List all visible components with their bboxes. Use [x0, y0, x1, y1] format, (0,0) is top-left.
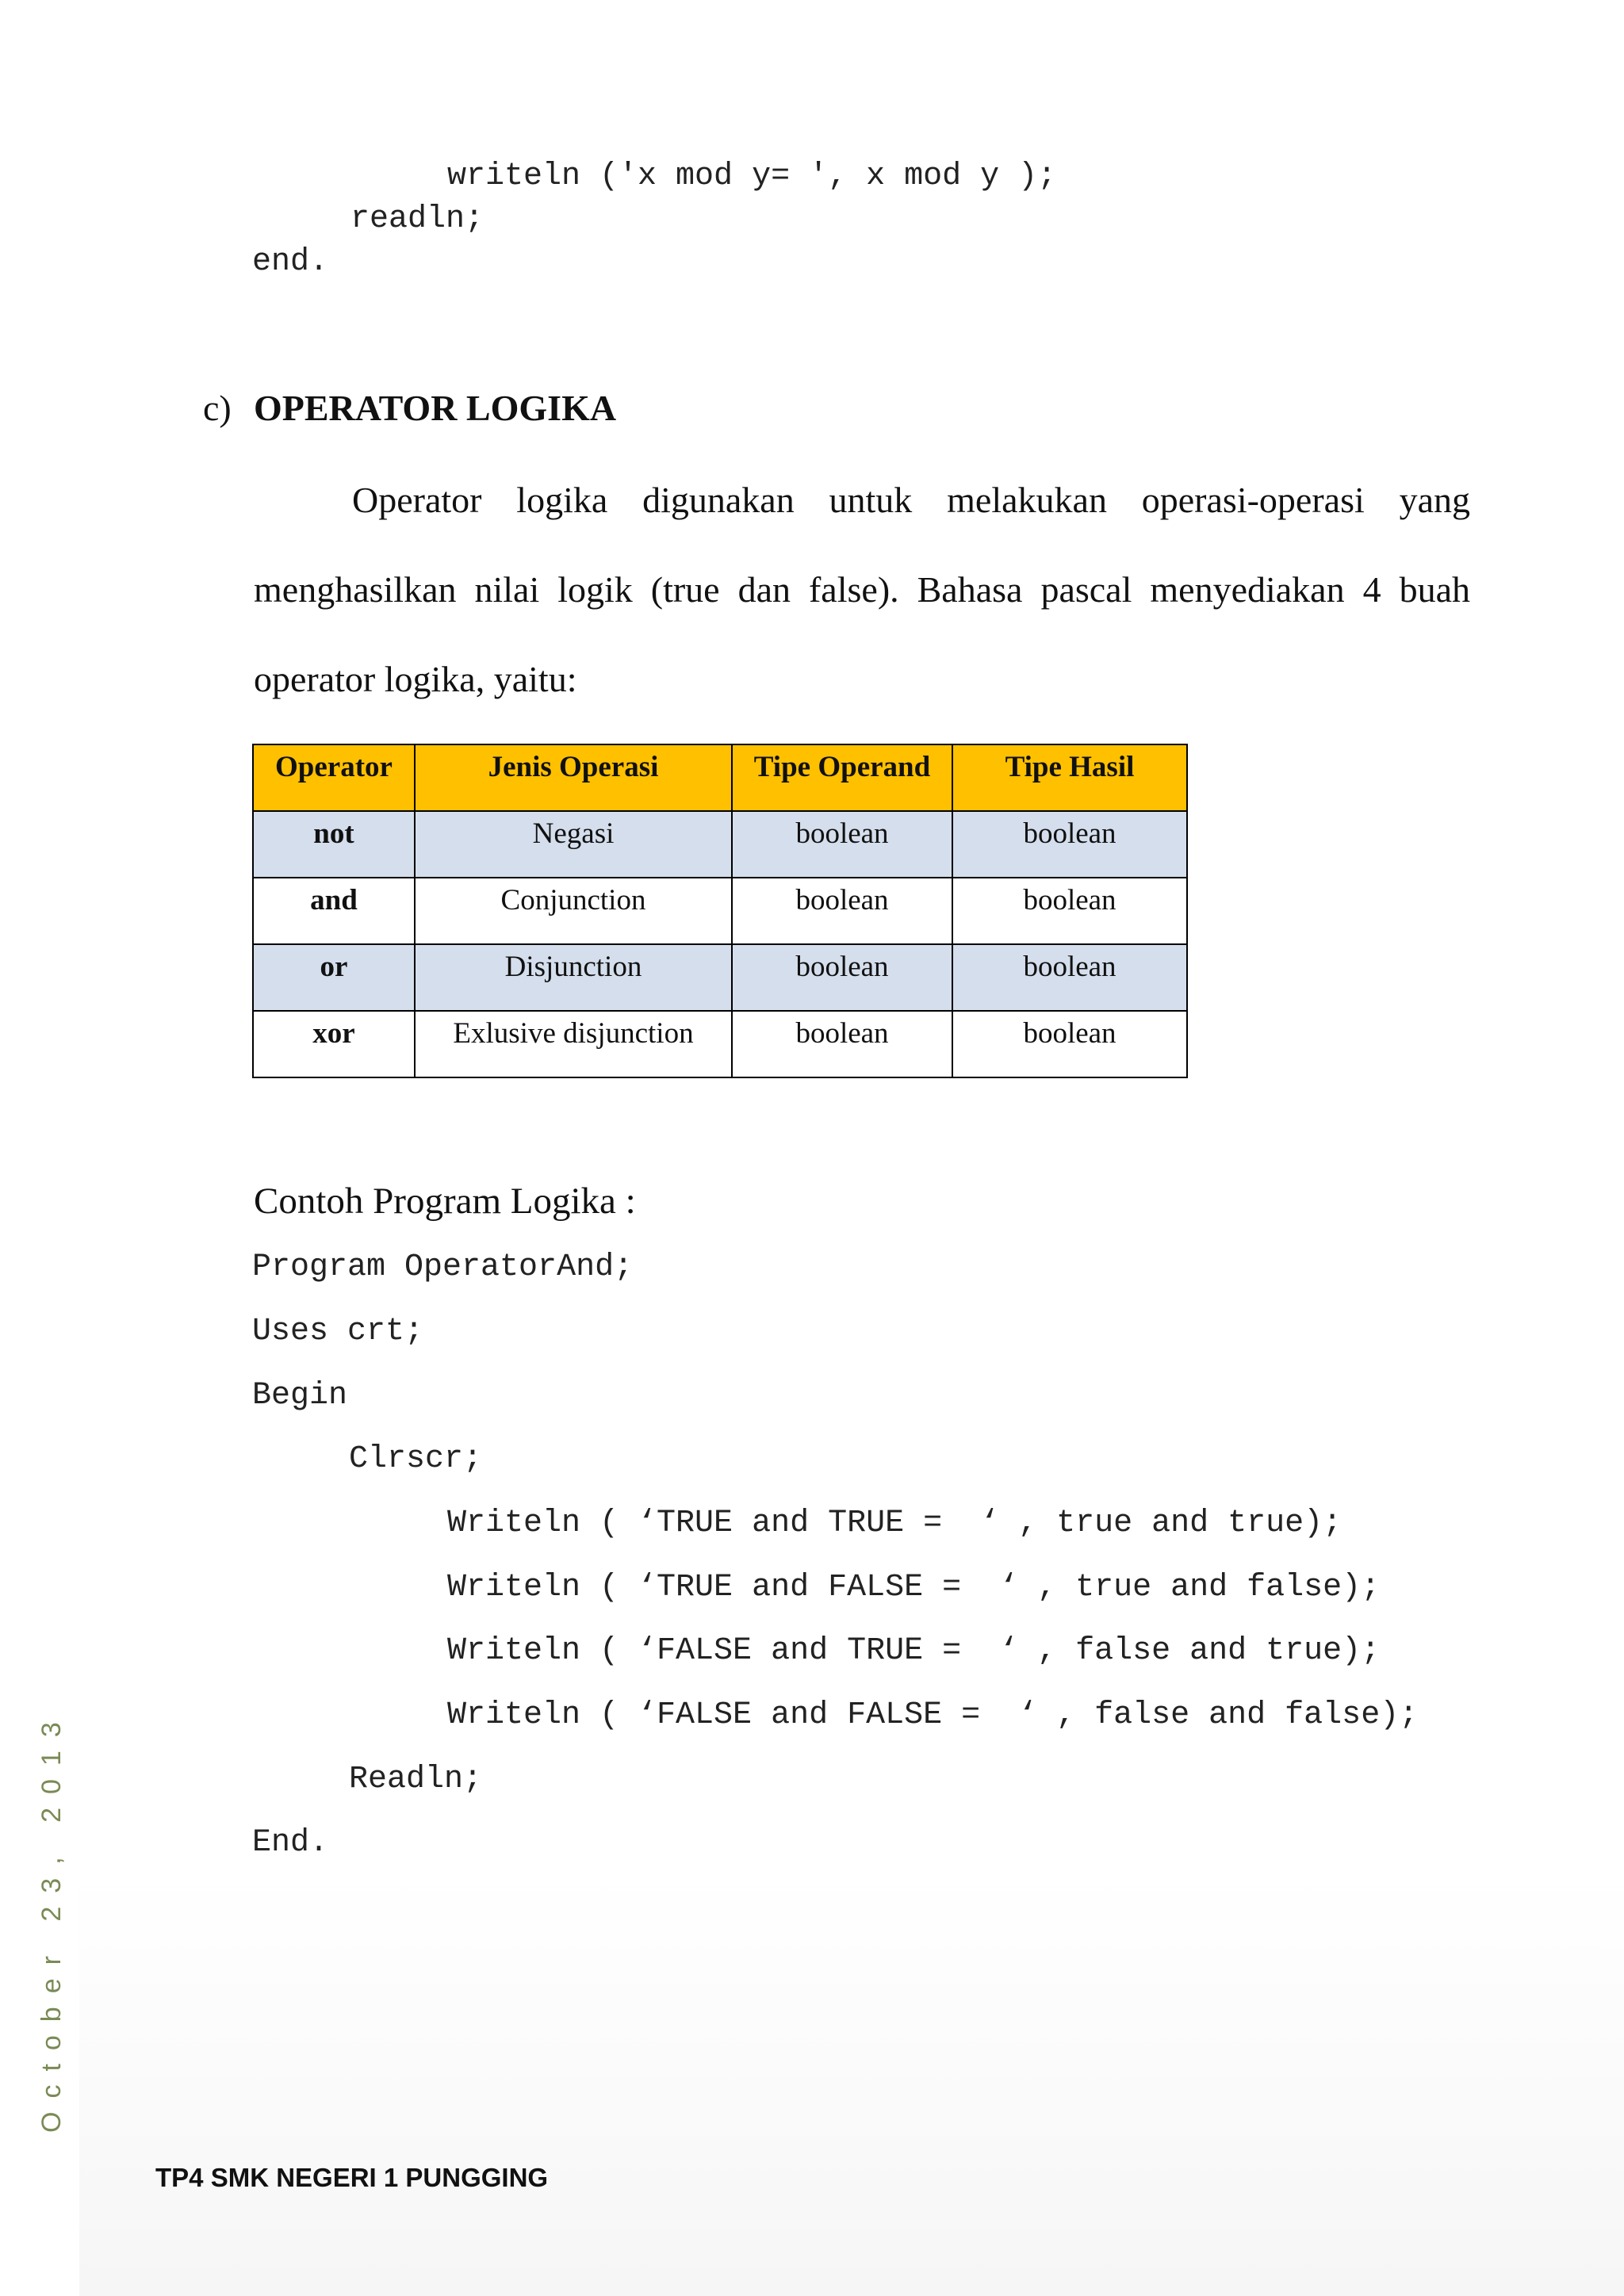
- table-row: [253, 811, 1187, 878]
- page-footer: TP4 SMK NEGERI 1 PUNGGING: [155, 2163, 549, 2192]
- cell-operator: xor: [253, 1011, 415, 1077]
- header-operator: Operator: [253, 744, 415, 811]
- cell-hasil: boolean: [952, 878, 1187, 944]
- operator-table: [252, 744, 1188, 1078]
- program-line: Uses crt;: [252, 1314, 424, 1349]
- program-line: End.: [252, 1825, 329, 1861]
- cell-operand: boolean: [732, 944, 952, 1011]
- section-title: OPERATOR LOGIKA: [254, 388, 617, 428]
- cell-hasil: boolean: [952, 811, 1187, 878]
- cell-operand: boolean: [732, 811, 952, 878]
- program-line: Clrscr;: [349, 1441, 483, 1477]
- program-line: Writeln ( ‘TRUE and TRUE = ‘ , true and true);: [447, 1506, 1342, 1541]
- cell-jenis: Disjunction: [415, 944, 732, 1011]
- section-marker: c): [203, 388, 232, 428]
- header-tipe-hasil: Tipe Hasil: [952, 744, 1187, 811]
- cell-operand: boolean: [732, 878, 952, 944]
- code-line-readln: readln;: [350, 201, 485, 237]
- side-date: October 23, 2013: [36, 1709, 67, 2133]
- cell-operator: or: [253, 944, 415, 1011]
- code-line-writeln: writeln ('x mod y= ', x mod y );: [447, 159, 1057, 194]
- table-row: [253, 944, 1187, 1011]
- cell-jenis: Negasi: [415, 811, 732, 878]
- table-header-row: [253, 744, 1187, 811]
- cell-operator: not: [253, 811, 415, 878]
- code-line-end: end.: [252, 244, 329, 280]
- body-paragraph: Operator logika digunakan untuk melakukan operasi-operasi yang menghasilkan nilai logik (true dan false). Bahasa pascal menyediakan 4 buah operator logika, yaitu:: [254, 480, 1470, 699]
- program-line: Readln;: [349, 1762, 483, 1797]
- program-line: Begin: [252, 1378, 348, 1414]
- cell-jenis: Exlusive disjunction: [415, 1011, 732, 1077]
- program-line: Writeln ( ‘FALSE and TRUE = ‘ , false and true);: [447, 1633, 1381, 1669]
- cell-hasil: boolean: [952, 944, 1187, 1011]
- program-line: Writeln ( ‘TRUE and FALSE = ‘ , true and false);: [447, 1570, 1381, 1605]
- cell-operator: and: [253, 878, 415, 944]
- program-line: Program OperatorAnd;: [252, 1249, 634, 1285]
- example-title: Contoh Program Logika :: [254, 1181, 636, 1222]
- program-line: Writeln ( ‘FALSE and FALSE = ‘ , false and false);: [447, 1697, 1419, 1733]
- table-row: [253, 1011, 1187, 1077]
- header-jenis-operasi: Jenis Operasi: [415, 744, 732, 811]
- cell-operand: boolean: [732, 1011, 952, 1077]
- cell-hasil: boolean: [952, 1011, 1187, 1077]
- cell-jenis: Conjunction: [415, 878, 732, 944]
- page-shadow: [79, 1871, 1624, 2296]
- header-tipe-operand: Tipe Operand: [732, 744, 952, 811]
- table-row: [253, 878, 1187, 944]
